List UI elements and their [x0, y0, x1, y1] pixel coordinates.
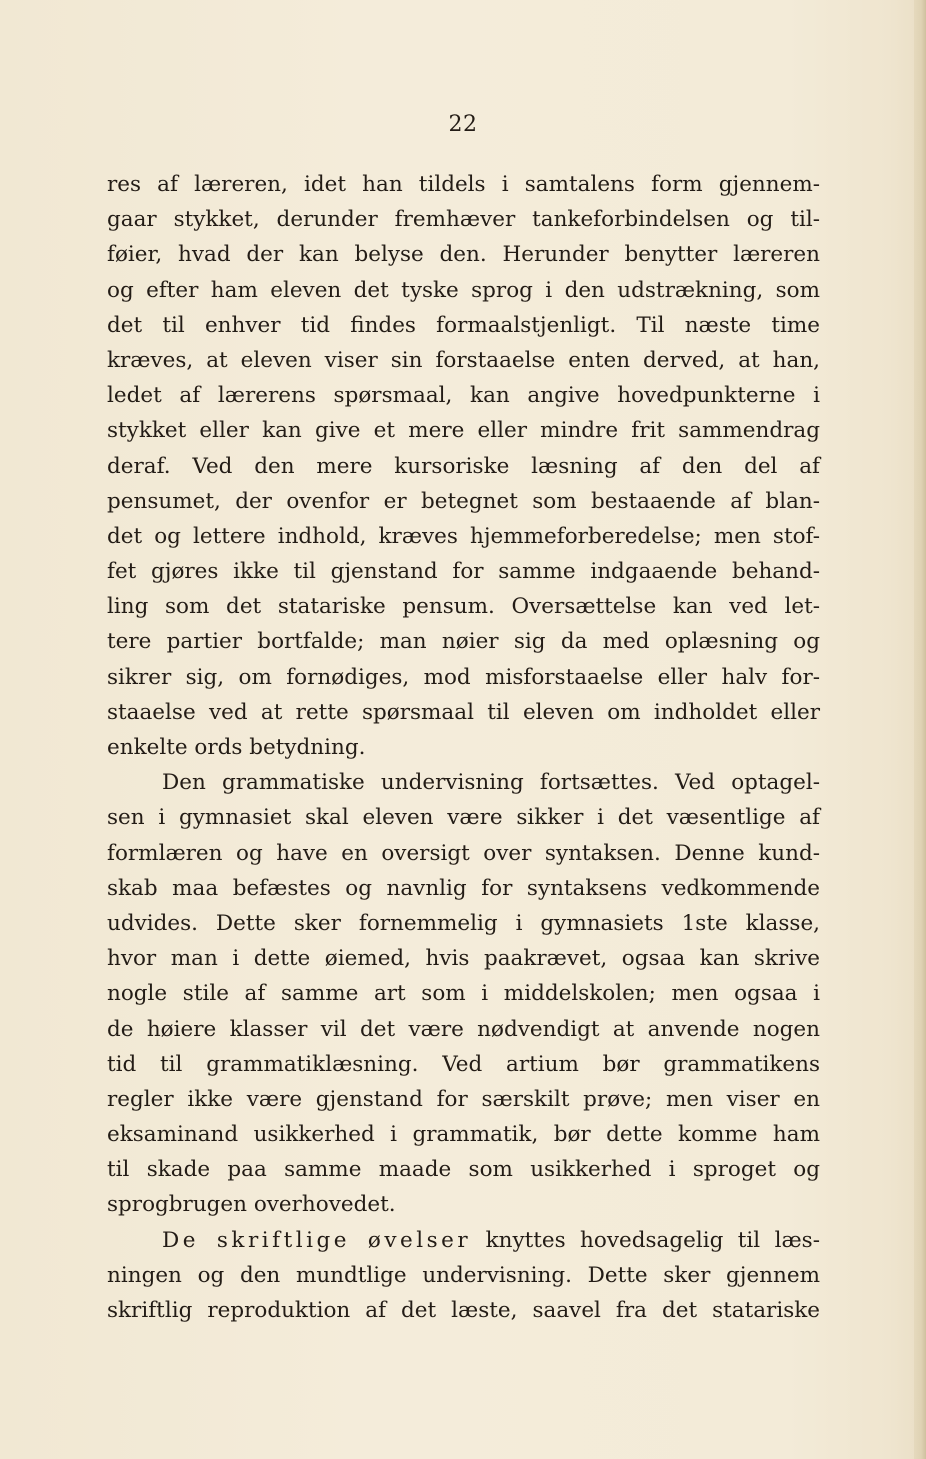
text-line: tere partier bortfalde; man nøier sig da med oplæsning og: [107, 629, 820, 655]
text-line: regler ikke være gjenstand for særskilt prøve; men viser en: [107, 1086, 820, 1112]
text-line: skab maa befæstes og navnlig for syntaksens vedkommende: [107, 875, 820, 901]
text-line: staaelse ved at rette spørsmaal til eleven om indholdet eller: [107, 699, 820, 725]
text-line: eksaminand usikkerhed i grammatik, bør dette komme ham: [107, 1122, 820, 1148]
text-line: sprogbrugen overhovedet.: [107, 1192, 396, 1218]
text-line: det og lettere indhold, kræves hjemmeforberedelse; men stof-: [107, 523, 820, 549]
text-line: til skade paa samme maade som usikkerhed i sproget og: [107, 1157, 820, 1183]
text-fragment: knyttes hovedsagelig til læs-: [485, 1227, 820, 1253]
text-line: hvor man i dette øiemed, hvis paakrævet, ogsaa kan skrive: [107, 946, 820, 972]
text-line: det til enhver tid findes formaalstjenligt. Til næste time: [107, 312, 820, 338]
text-line: Den grammatiske undervisning fortsættes. Ved optagel-: [162, 770, 820, 796]
page-number: 22: [448, 112, 478, 137]
text-line: ledet af lærerens spørsmaal, kan angive hovedpunkterne i: [107, 383, 820, 409]
text-line: skriftlig reproduktion af det læste, saavel fra det statariske: [107, 1298, 820, 1323]
text-line: kræves, at eleven viser sin forstaaelse enten derved, at han,: [107, 347, 820, 373]
text-line: sen i gymnasiet skal eleven være sikker i det væsentlige af: [107, 805, 820, 831]
text-line: fet gjøres ikke til gjenstand for samme indgaaende behand-: [107, 559, 820, 585]
text-line: gaar stykket, derunder fremhæver tankeforbindelsen og til-: [107, 207, 820, 233]
emphasis-text: De skriftlige øvelser: [162, 1227, 472, 1253]
text-line: formlæren og have en oversigt over syntaksen. Denne kund-: [107, 840, 820, 866]
text-line: udvides. Dette sker fornemmelig i gymnasiets 1ste klasse,: [107, 910, 820, 936]
text-line: stykket eller kan give et mere eller mindre frit sammendrag: [107, 418, 820, 444]
body-text: [107, 167, 820, 1328]
text-line: føier, hvad der kan belyse den. Herunder benytter læreren: [107, 242, 820, 268]
text-line: enkelte ords betydning.: [107, 735, 366, 760]
text-line: ling som det statariske pensum. Oversættelse kan ved let-: [107, 594, 820, 620]
page-edge: [914, 0, 926, 1459]
text-line: tid til grammatiklæsning. Ved artium bør grammatikens: [107, 1051, 820, 1077]
text-line: og efter ham eleven det tyske sprog i den udstrækning, som: [107, 277, 820, 303]
text-line: deraf. Ved den mere kursoriske læsning af den del af: [107, 453, 820, 479]
text-line: [107, 1223, 820, 1258]
text-line: de høiere klasser vil det være nødvendigt at anvende nogen: [107, 1016, 820, 1042]
text-line: res af læreren, idet han tildels i samtalens form gjennem-: [107, 172, 820, 197]
text-line: sikrer sig, om fornødiges, mod misforstaaelse eller halv for-: [107, 664, 820, 690]
text-line: ningen og den mundtlige undervisning. Dette sker gjennem: [107, 1262, 820, 1288]
text-line: nogle stile af samme art som i middelskolen; men ogsaa i: [107, 981, 820, 1007]
text-line: pensumet, der ovenfor er betegnet som bestaaende af blan-: [107, 488, 820, 514]
